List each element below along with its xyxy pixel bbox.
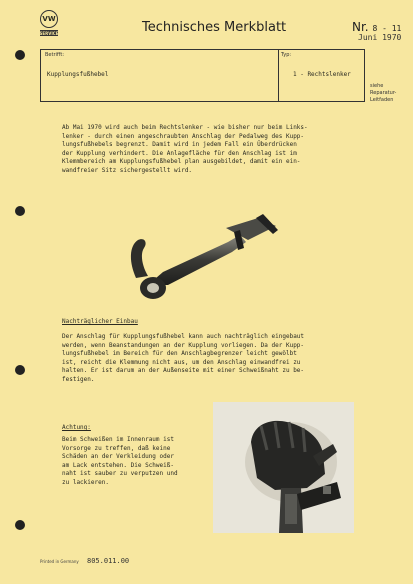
photo-content: [213, 402, 354, 533]
vw-service-logo: [40, 10, 60, 36]
side-note: [370, 83, 410, 104]
nr-value: 8 - 11: [372, 24, 402, 33]
text-line: ist, reicht die Klemmung nicht aus, um den Anschlag einwandfrei zu: [62, 358, 301, 366]
subject-box: [40, 49, 365, 102]
text-line: lungsfußhebels begrenzt. Damit wird in jedem Fall ein Überdrücken: [62, 141, 297, 148]
document-code: 805.011.00: [87, 557, 130, 565]
logo-tag: SERVICE: [39, 30, 59, 36]
printed-note: Printed in Germany: [40, 559, 79, 564]
caution-heading: Achtung:: [62, 424, 91, 431]
retrofit-heading: Nachträglicher Einbau: [62, 318, 138, 325]
text-line: halten. Er ist darum an der Außenseite mit einer Schweißnaht zu be-: [62, 367, 305, 374]
betrifft-value: Kupplungsfußhebel: [47, 71, 109, 78]
clutch-pedal-illustration: [108, 190, 288, 310]
text-line: Klemmbereich am Kupplungsfußhebel plan ausgebildet, damit ein ein-: [62, 158, 301, 165]
text-line: am Lack entstehen. Die Schweiß-: [62, 461, 174, 469]
punch-hole: [15, 50, 25, 60]
text-line: Vorsorge zu treffen, daß keine: [62, 444, 171, 452]
side-note-line: siehe: [370, 83, 384, 89]
vw-logo-icon: VW: [40, 10, 58, 28]
text-line: Schäden an der Verkleidung oder: [62, 453, 174, 460]
weld-detail-photo: [213, 402, 354, 533]
retrofit-paragraph: [62, 333, 304, 384]
typ-label: Typ:: [281, 52, 292, 58]
side-note-line: Leitfaden: [370, 97, 394, 103]
side-note-line: Reparatur-: [370, 90, 397, 96]
page-title: Technisches Merkblatt: [142, 20, 287, 35]
text-line: naht ist sauber zu verputzen und: [62, 470, 178, 477]
text-line: zu lackieren.: [62, 478, 109, 486]
intro-paragraph: [62, 124, 308, 175]
nr-label: Nr.: [352, 20, 369, 34]
punch-hole: [15, 365, 25, 375]
text-line: der Kupplung verhindert. Die Anlagefläche für den Anschlag ist im: [62, 149, 297, 157]
typ-value: 1 - Rechtslenker: [293, 71, 351, 78]
betrifft-label: Betrifft:: [45, 52, 65, 58]
text-line: Der Anschlag für Kupplungsfußhebel kann auch nachträglich eingebaut: [62, 333, 305, 340]
box-divider: [278, 50, 279, 101]
punch-hole: [15, 206, 25, 216]
text-line: lenker - durch einen angeschraubten Anschlag der Pedalweg des Kupp-: [62, 132, 305, 140]
sheet-number: [352, 20, 401, 34]
text-line: lungsfußhebel im Bereich für den Anschlagbegrenzer leicht gewölbt: [62, 350, 297, 357]
issue-date: Juni 1970: [358, 33, 402, 42]
punch-hole: [15, 520, 25, 530]
text-line: festigen.: [62, 375, 95, 383]
caution-paragraph: [62, 436, 178, 487]
text-line: Ab Mai 1970 wird auch beim Rechtslenker - wie bisher nur beim Links-: [62, 124, 308, 131]
text-line: werden, wenn Beanstandungen an der Kupplung vorliegen. Da der Kupp-: [62, 341, 305, 349]
text-line: wandfreier Sitz sichergestellt wird.: [62, 166, 193, 174]
text-line: Beim Schweißen im Innenraum ist: [62, 436, 174, 443]
